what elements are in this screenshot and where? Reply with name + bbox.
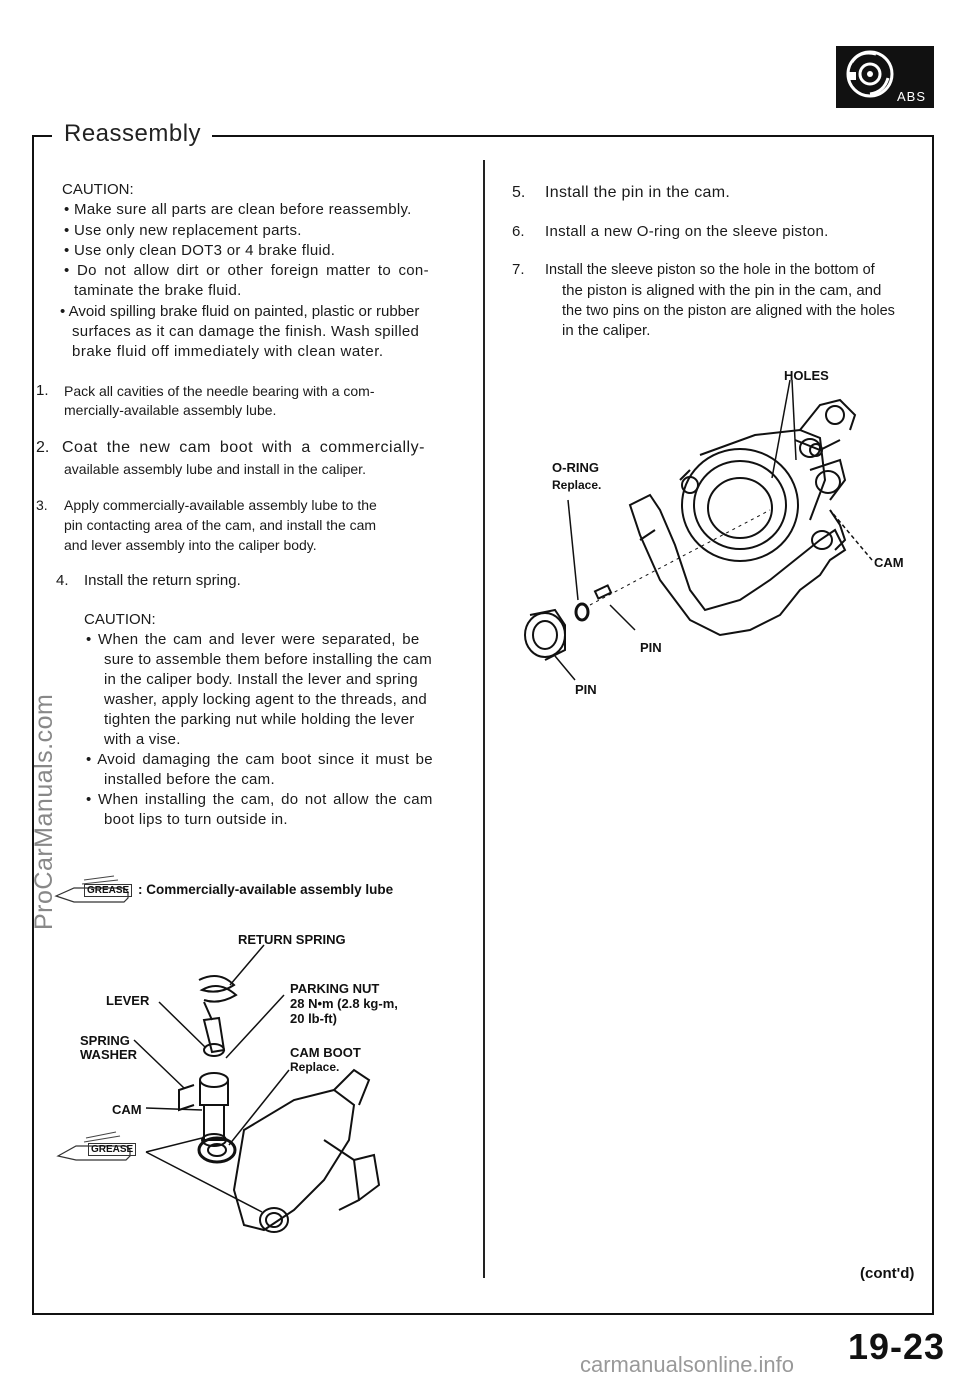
page-number: 19-23 — [848, 1326, 946, 1367]
label-oring: O-RING — [552, 460, 599, 475]
step4-caution-line: • When installing the cam, do not allow the cam — [86, 791, 433, 808]
step-number: 7. — [512, 261, 525, 278]
label-parking-nut: PARKING NUT — [290, 981, 380, 996]
label-lever: LEVER — [106, 993, 150, 1008]
caution-item-cont: surfaces as it can damage the finish. Wash spilled — [72, 323, 420, 340]
grease-label: GREASE — [84, 884, 132, 897]
continued-note: (cont'd) — [860, 1265, 915, 1282]
frame-line — [212, 135, 934, 137]
watermark: carmanualsonline.info — [580, 1352, 795, 1377]
label-pin: PIN — [575, 682, 597, 697]
legend-text: : Commercially-available assembly lube — [138, 882, 394, 897]
caution-item-cont: taminate the brake fluid. — [74, 282, 242, 299]
step-text: the two pins on the piston are aligned with the holes — [562, 303, 895, 319]
step-text: mercially-available assembly lube. — [64, 402, 277, 418]
step-text: Install the sleeve piston so the hole in the bottom of — [545, 262, 875, 278]
step4-caution-line: sure to assemble them before installing the cam — [104, 651, 432, 668]
step4-caution-line: with a vise. — [104, 731, 181, 748]
label-torque: 28 N•m (2.8 kg-m, — [290, 996, 398, 1011]
label-torque: 20 lb-ft) — [290, 1011, 337, 1026]
cam-lever-diagram — [54, 940, 474, 1260]
label-spring-washer: WASHER — [80, 1047, 138, 1062]
label-cam: CAM — [874, 555, 904, 570]
step-text: the piston is aligned with the pin in the cam, and — [562, 282, 882, 299]
step4-caution-line: in the caliper body. Install the lever and spring — [104, 671, 418, 688]
step-text: in the caliper. — [562, 322, 651, 339]
label-cam: CAM — [112, 1102, 142, 1117]
caliper-piston-diagram — [500, 360, 930, 720]
column-divider — [483, 160, 485, 1278]
frame-line — [32, 1313, 934, 1315]
step-text: Coat the new cam boot with a commercially- — [62, 439, 425, 456]
label-pin: PIN — [640, 640, 662, 655]
step-number: 2. — [36, 439, 50, 456]
frame-line — [32, 135, 52, 137]
caution-title: CAUTION: — [62, 181, 134, 198]
step4-caution-title: CAUTION: — [84, 611, 156, 628]
step-text: Pack all cavities of the needle bearing with a com- — [64, 383, 375, 399]
caution-item: • Make sure all parts are clean before reassembly. — [64, 201, 412, 218]
step-text: and lever assembly into the caliper body. — [64, 537, 317, 553]
caution-item-cont: brake fluid off immediately with clean water. — [72, 343, 384, 360]
step-number: 5. — [512, 184, 526, 201]
section-title: Reassembly — [60, 120, 205, 148]
label-holes: HOLES — [784, 368, 829, 383]
caution-item: • Use only clean DOT3 or 4 brake fluid. — [64, 242, 336, 259]
step4-caution-line: • Avoid damaging the cam boot since it must be — [86, 751, 433, 768]
abs-label: ABS — [896, 89, 926, 104]
label-cam-boot: CAM BOOT — [290, 1045, 361, 1060]
step4-caution-line: boot lips to turn outside in. — [104, 811, 288, 828]
step4-caution-line: • When the cam and lever were separated, be — [86, 631, 420, 648]
step4-caution-line: washer, apply locking agent to the threads, and — [104, 691, 427, 708]
step-text: Install a new O-ring on the sleeve piston. — [545, 223, 829, 240]
step-text: Apply commercially-available assembly lube to the — [64, 497, 377, 513]
step-number: 4. — [56, 572, 69, 589]
watermark: ProCarManuals.com — [30, 693, 58, 930]
label-cam-boot-note: Replace. — [290, 1060, 340, 1074]
caution-item: • Avoid spilling brake fluid on painted, plastic or rubber — [60, 303, 420, 320]
step-text: available assembly lube and install in the caliper. — [64, 461, 366, 477]
step-number: 3. — [36, 497, 48, 513]
abs-badge — [836, 46, 934, 108]
step-text: Install the return spring. — [84, 572, 241, 589]
step-text: Install the pin in the cam. — [545, 184, 731, 201]
caution-item: • Use only new replacement parts. — [64, 222, 302, 239]
label-return-spring: RETURN SPRING — [238, 932, 346, 947]
grease-label: GREASE — [88, 1143, 136, 1156]
label-oring-note: Replace. — [552, 478, 602, 492]
step-number: 6. — [512, 223, 525, 240]
frame-line — [932, 135, 934, 1315]
step-number: 1. — [36, 382, 49, 399]
step4-caution-line: installed before the cam. — [104, 771, 275, 788]
step4-caution-line: tighten the parking nut while holding the lever — [104, 711, 415, 728]
label-spring-washer: SPRING — [80, 1033, 130, 1048]
caution-item: • Do not allow dirt or other foreign matter to con- — [64, 262, 429, 279]
step-text: pin contacting area of the cam, and install the cam — [64, 517, 377, 533]
